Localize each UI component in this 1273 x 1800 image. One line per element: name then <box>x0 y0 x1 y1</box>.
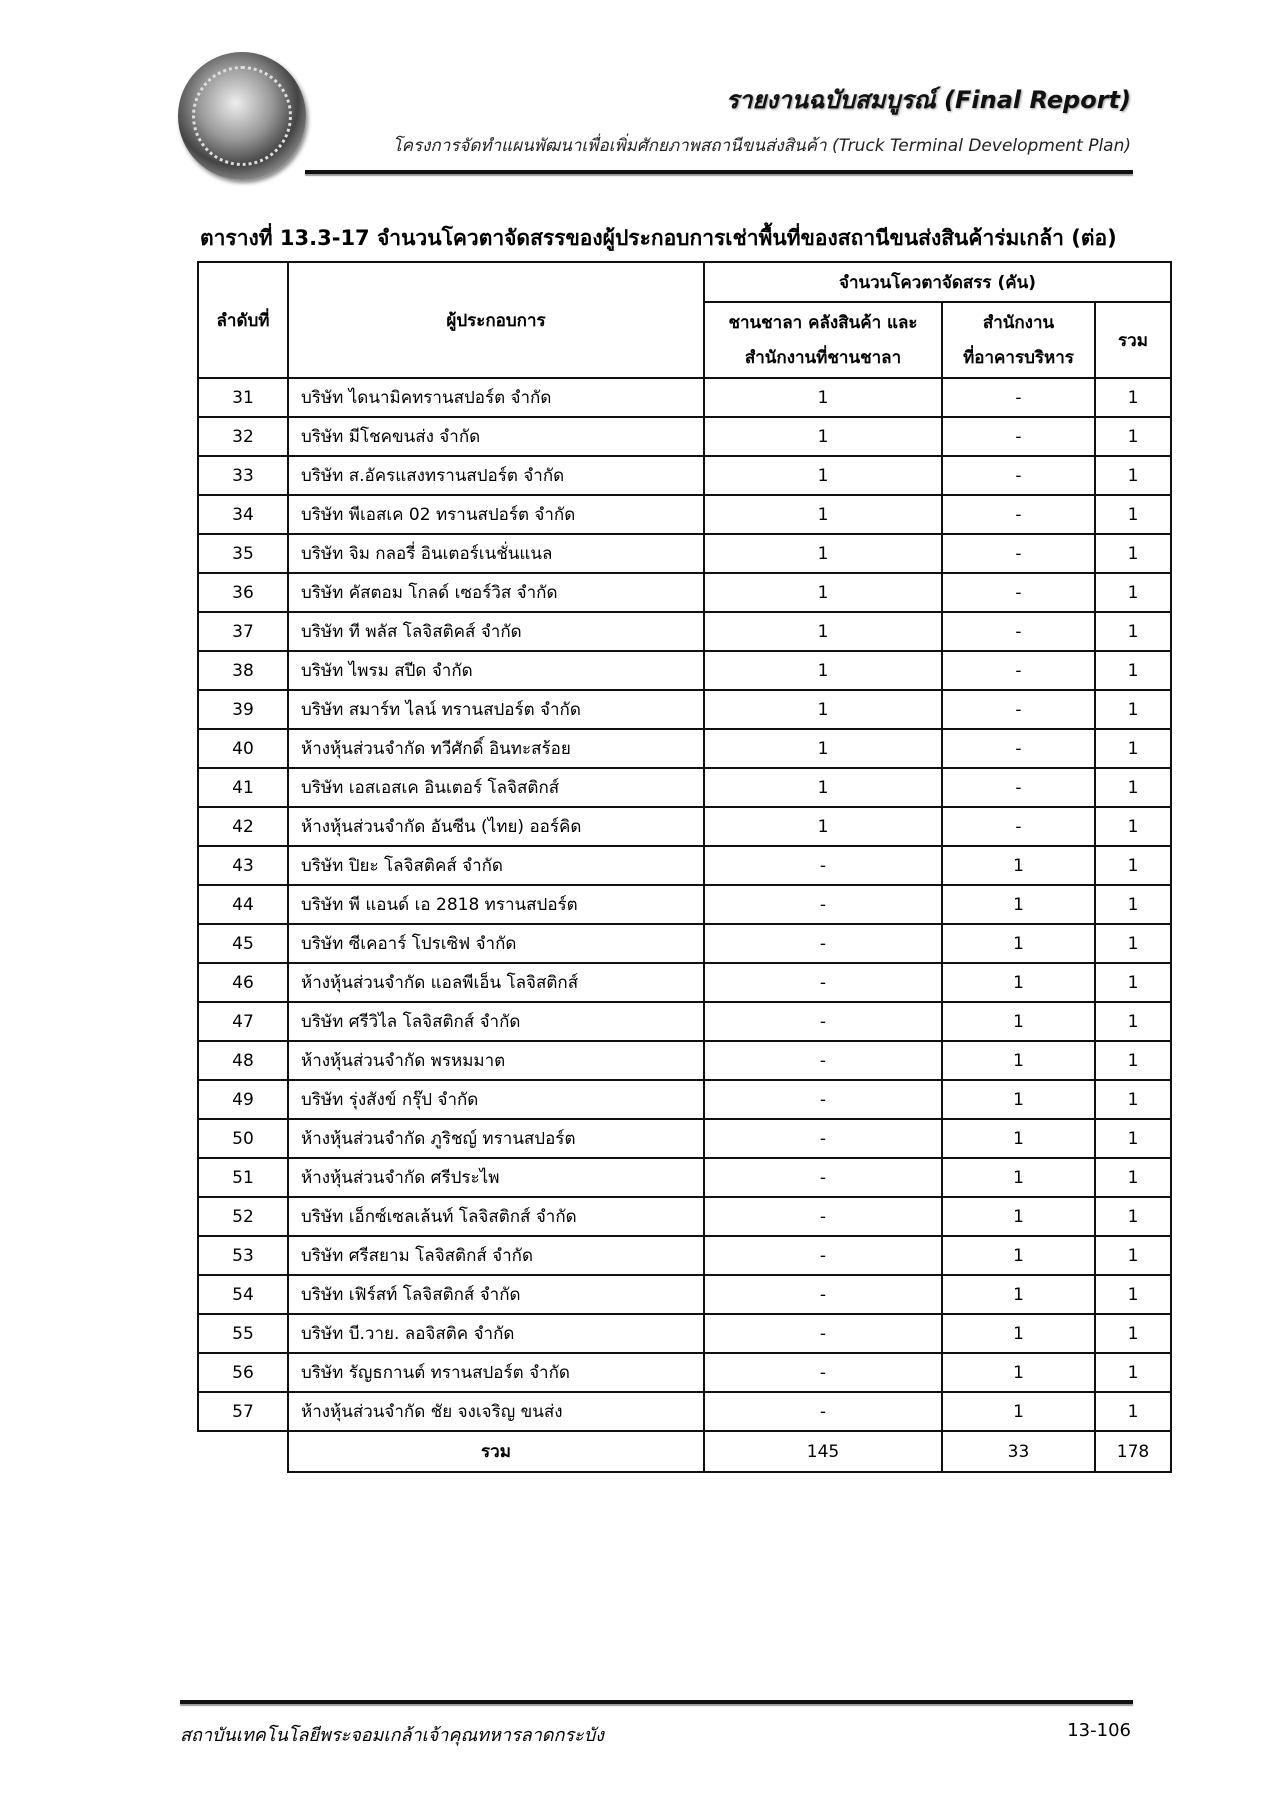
row-office-quota: - <box>942 495 1095 534</box>
total-row <box>198 1431 1171 1472</box>
row-office-quota: 1 <box>942 885 1095 924</box>
row-operator: ห้างหุ้นส่วนจำกัด พรหมมาต <box>288 1041 704 1080</box>
table-row <box>198 885 1171 924</box>
row-operator: ห้างหุ้นส่วนจำกัด ภูริชญ์ ทรานสปอร์ต <box>288 1119 704 1158</box>
row-no: 47 <box>198 1002 288 1041</box>
table-row <box>198 573 1171 612</box>
row-operator: บริษัท ศรีสยาม โลจิสติกส์ จำกัด <box>288 1236 704 1275</box>
row-office-quota: 1 <box>942 1197 1095 1236</box>
row-platform-quota: 1 <box>704 651 942 690</box>
table-row <box>198 729 1171 768</box>
row-office-quota: - <box>942 690 1095 729</box>
row-platform-quota: - <box>704 1119 942 1158</box>
table-caption: ตารางที่ 13.3-17 จำนวนโควตาจัดสรรของผู้ประกอบการเช่าพื้นที่ของสถานีขนส่งสินค้าร่มเกล้า (ต่อ) <box>200 226 1117 250</box>
row-no: 39 <box>198 690 288 729</box>
row-total: 1 <box>1095 963 1171 1002</box>
institution-seal-logo <box>178 52 306 180</box>
row-operator: บริษัท มีโชคขนส่ง จำกัด <box>288 417 704 456</box>
row-platform-quota: - <box>704 1197 942 1236</box>
row-operator: บริษัท เอสเอสเค อินเตอร์ โลจิสติกส์ <box>288 768 704 807</box>
total-blank-cell <box>198 1431 288 1472</box>
header-office-line2: ที่อาคารบริหาร <box>963 348 1074 368</box>
row-platform-quota: 1 <box>704 573 942 612</box>
header-divider <box>305 170 1133 174</box>
row-operator: ห้างหุ้นส่วนจำกัด ศรีประไพ <box>288 1158 704 1197</box>
row-total: 1 <box>1095 573 1171 612</box>
row-total: 1 <box>1095 690 1171 729</box>
row-total: 1 <box>1095 495 1171 534</box>
row-platform-quota: - <box>704 924 942 963</box>
row-no: 55 <box>198 1314 288 1353</box>
row-platform-quota: 1 <box>704 456 942 495</box>
row-no: 35 <box>198 534 288 573</box>
project-subtitle: โครงการจัดทำแผนพัฒนาเพื่อเพิ่มศักยภาพสถานีขนส่งสินค้า (Truck Terminal Development Plan) <box>392 136 1131 156</box>
row-total: 1 <box>1095 1275 1171 1314</box>
row-total: 1 <box>1095 924 1171 963</box>
row-no: 49 <box>198 1080 288 1119</box>
row-operator: ห้างหุ้นส่วนจำกัด อันซีน (ไทย) ออร์คิด <box>288 807 704 846</box>
row-office-quota: - <box>942 534 1095 573</box>
row-no: 36 <box>198 573 288 612</box>
table-row <box>198 924 1171 963</box>
row-operator: บริษัท ส.อัครแสงทรานสปอร์ต จำกัด <box>288 456 704 495</box>
row-no: 34 <box>198 495 288 534</box>
row-office-quota: 1 <box>942 1002 1095 1041</box>
row-total: 1 <box>1095 534 1171 573</box>
row-no: 54 <box>198 1275 288 1314</box>
row-office-quota: - <box>942 456 1095 495</box>
row-no: 50 <box>198 1119 288 1158</box>
row-office-quota: - <box>942 807 1095 846</box>
row-no: 46 <box>198 963 288 1002</box>
row-platform-quota: - <box>704 1275 942 1314</box>
row-platform-quota: - <box>704 1314 942 1353</box>
table-row <box>198 1392 1171 1431</box>
row-office-quota: - <box>942 612 1095 651</box>
row-platform-quota: 1 <box>704 417 942 456</box>
row-operator: บริษัท รุ่งสังข์ กรุ๊ป จำกัด <box>288 1080 704 1119</box>
row-total: 1 <box>1095 417 1171 456</box>
row-no: 41 <box>198 768 288 807</box>
header-platform-line2: สำนักงานที่ชานชาลา <box>744 348 902 368</box>
table-row <box>198 846 1171 885</box>
row-total: 1 <box>1095 378 1171 417</box>
header-no: ลำดับที่ <box>198 262 288 378</box>
row-platform-quota: - <box>704 1041 942 1080</box>
row-total: 1 <box>1095 846 1171 885</box>
row-operator: บริษัท ที พลัส โลจิสติคส์ จำกัด <box>288 612 704 651</box>
row-total: 1 <box>1095 1002 1171 1041</box>
row-total: 1 <box>1095 807 1171 846</box>
table-row <box>198 1119 1171 1158</box>
table-row <box>198 1080 1171 1119</box>
row-operator: บริษัท สมาร์ท ไลน์ ทรานสปอร์ต จำกัด <box>288 690 704 729</box>
row-operator: บริษัท ศรีวิไล โลจิสติกส์ จำกัด <box>288 1002 704 1041</box>
row-no: 53 <box>198 1236 288 1275</box>
table-row <box>198 1158 1171 1197</box>
row-platform-quota: - <box>704 1353 942 1392</box>
header-platform-line1: ชานชาลา คลังสินค้า และ <box>728 313 918 333</box>
row-office-quota: 1 <box>942 1041 1095 1080</box>
row-office-quota: - <box>942 417 1095 456</box>
row-total: 1 <box>1095 1314 1171 1353</box>
header-operator: ผู้ประกอบการ <box>288 262 704 378</box>
report-title: รายงานฉบับสมบูรณ์ (Final Report) <box>725 86 1131 114</box>
row-office-quota: 1 <box>942 1392 1095 1431</box>
row-no: 56 <box>198 1353 288 1392</box>
header-total: รวม <box>1095 302 1171 378</box>
row-platform-quota: - <box>704 1080 942 1119</box>
table-row <box>198 495 1171 534</box>
row-office-quota: 1 <box>942 924 1095 963</box>
table-row <box>198 417 1171 456</box>
row-office-quota: 1 <box>942 1353 1095 1392</box>
row-operator: บริษัท คัสตอม โกลด์ เซอร์วิส จำกัด <box>288 573 704 612</box>
row-total: 1 <box>1095 768 1171 807</box>
row-no: 44 <box>198 885 288 924</box>
row-no: 40 <box>198 729 288 768</box>
table-row <box>198 1002 1171 1041</box>
row-platform-quota: - <box>704 846 942 885</box>
footer-divider <box>180 1700 1133 1704</box>
row-no: 48 <box>198 1041 288 1080</box>
row-total: 1 <box>1095 1197 1171 1236</box>
header-office <box>942 302 1095 378</box>
row-no: 33 <box>198 456 288 495</box>
row-total: 1 <box>1095 1158 1171 1197</box>
row-operator: ห้างหุ้นส่วนจำกัด แอลพีเอ็น โลจิสติกส์ <box>288 963 704 1002</box>
footer-institution: สถาบันเทคโนโลยีพระจอมเกล้าเจ้าคุณทหารลาดกระบัง <box>180 1725 604 1746</box>
table-row <box>198 378 1171 417</box>
row-operator: บริษัท จิม กลอรี่ อินเตอร์เนชั่นแนล <box>288 534 704 573</box>
row-operator: บริษัท พี แอนด์ เอ 2818 ทรานสปอร์ต <box>288 885 704 924</box>
row-platform-quota: - <box>704 885 942 924</box>
header-quota-group: จำนวนโควตาจัดสรร (คัน) <box>704 262 1171 302</box>
row-total: 1 <box>1095 1236 1171 1275</box>
row-platform-quota: - <box>704 1236 942 1275</box>
row-operator: บริษัท ไดนามิคทรานสปอร์ต จำกัด <box>288 378 704 417</box>
quota-table <box>197 261 1172 1473</box>
row-office-quota: 1 <box>942 1080 1095 1119</box>
row-total: 1 <box>1095 885 1171 924</box>
row-total: 1 <box>1095 1119 1171 1158</box>
row-total: 1 <box>1095 1353 1171 1392</box>
row-operator: บริษัท เฟิร์สท์ โลจิสติกส์ จำกัด <box>288 1275 704 1314</box>
total-platform: 145 <box>704 1431 942 1472</box>
row-platform-quota: 1 <box>704 495 942 534</box>
table-row <box>198 1353 1171 1392</box>
table-row <box>198 612 1171 651</box>
table-row <box>198 1314 1171 1353</box>
table-row <box>198 534 1171 573</box>
row-total: 1 <box>1095 1392 1171 1431</box>
row-platform-quota: 1 <box>704 729 942 768</box>
total-label: รวม <box>288 1431 704 1472</box>
table-row <box>198 1041 1171 1080</box>
row-platform-quota: 1 <box>704 612 942 651</box>
row-office-quota: 1 <box>942 1314 1095 1353</box>
row-no: 45 <box>198 924 288 963</box>
row-total: 1 <box>1095 1080 1171 1119</box>
row-no: 43 <box>198 846 288 885</box>
row-platform-quota: 1 <box>704 807 942 846</box>
row-office-quota: - <box>942 651 1095 690</box>
row-no: 31 <box>198 378 288 417</box>
table-row <box>198 807 1171 846</box>
row-operator: บริษัท ไพรม สปีด จำกัด <box>288 651 704 690</box>
row-no: 42 <box>198 807 288 846</box>
total-office: 33 <box>942 1431 1095 1472</box>
table-row <box>198 651 1171 690</box>
row-operator: บริษัท เอ็กซ์เซลเล้นท์ โลจิสติกส์ จำกัด <box>288 1197 704 1236</box>
row-no: 51 <box>198 1158 288 1197</box>
row-no: 32 <box>198 417 288 456</box>
row-total: 1 <box>1095 651 1171 690</box>
table-row <box>198 1197 1171 1236</box>
row-total: 1 <box>1095 1041 1171 1080</box>
row-office-quota: - <box>942 729 1095 768</box>
table-row <box>198 690 1171 729</box>
row-platform-quota: - <box>704 1392 942 1431</box>
row-operator: บริษัท ซีเคอาร์ โปรเซิฟ จำกัด <box>288 924 704 963</box>
row-office-quota: - <box>942 378 1095 417</box>
total-sum: 178 <box>1095 1431 1171 1472</box>
table-row <box>198 456 1171 495</box>
table-row <box>198 768 1171 807</box>
row-operator: ห้างหุ้นส่วนจำกัด ชัย จงเจริญ ขนส่ง <box>288 1392 704 1431</box>
row-no: 37 <box>198 612 288 651</box>
row-office-quota: 1 <box>942 963 1095 1002</box>
row-total: 1 <box>1095 456 1171 495</box>
row-office-quota: - <box>942 573 1095 612</box>
row-operator: บริษัท ปิยะ โลจิสติคส์ จำกัด <box>288 846 704 885</box>
row-no: 57 <box>198 1392 288 1431</box>
row-office-quota: 1 <box>942 1158 1095 1197</box>
row-no: 52 <box>198 1197 288 1236</box>
row-total: 1 <box>1095 612 1171 651</box>
row-platform-quota: - <box>704 1002 942 1041</box>
row-office-quota: 1 <box>942 1119 1095 1158</box>
row-total: 1 <box>1095 729 1171 768</box>
table-row <box>198 1236 1171 1275</box>
table-row <box>198 1275 1171 1314</box>
row-platform-quota: 1 <box>704 378 942 417</box>
row-platform-quota: - <box>704 963 942 1002</box>
row-platform-quota: 1 <box>704 690 942 729</box>
row-office-quota: 1 <box>942 1275 1095 1314</box>
row-office-quota: - <box>942 768 1095 807</box>
header-platform <box>704 302 942 378</box>
row-platform-quota: 1 <box>704 534 942 573</box>
table-row <box>198 963 1171 1002</box>
row-operator: บริษัท บี.วาย. ลอจิสติค จำกัด <box>288 1314 704 1353</box>
row-operator: บริษัท รัญธกานต์ ทรานสปอร์ต จำกัด <box>288 1353 704 1392</box>
row-office-quota: 1 <box>942 1236 1095 1275</box>
row-office-quota: 1 <box>942 846 1095 885</box>
header-office-line1: สำนักงาน <box>982 313 1055 333</box>
row-operator: ห้างหุ้นส่วนจำกัด ทวีศักดิ์ อินทะสร้อย <box>288 729 704 768</box>
row-operator: บริษัท พีเอสเค 02 ทรานสปอร์ต จำกัด <box>288 495 704 534</box>
row-no: 38 <box>198 651 288 690</box>
row-platform-quota: 1 <box>704 768 942 807</box>
row-platform-quota: - <box>704 1158 942 1197</box>
page-number: 13-106 <box>1067 1720 1131 1741</box>
